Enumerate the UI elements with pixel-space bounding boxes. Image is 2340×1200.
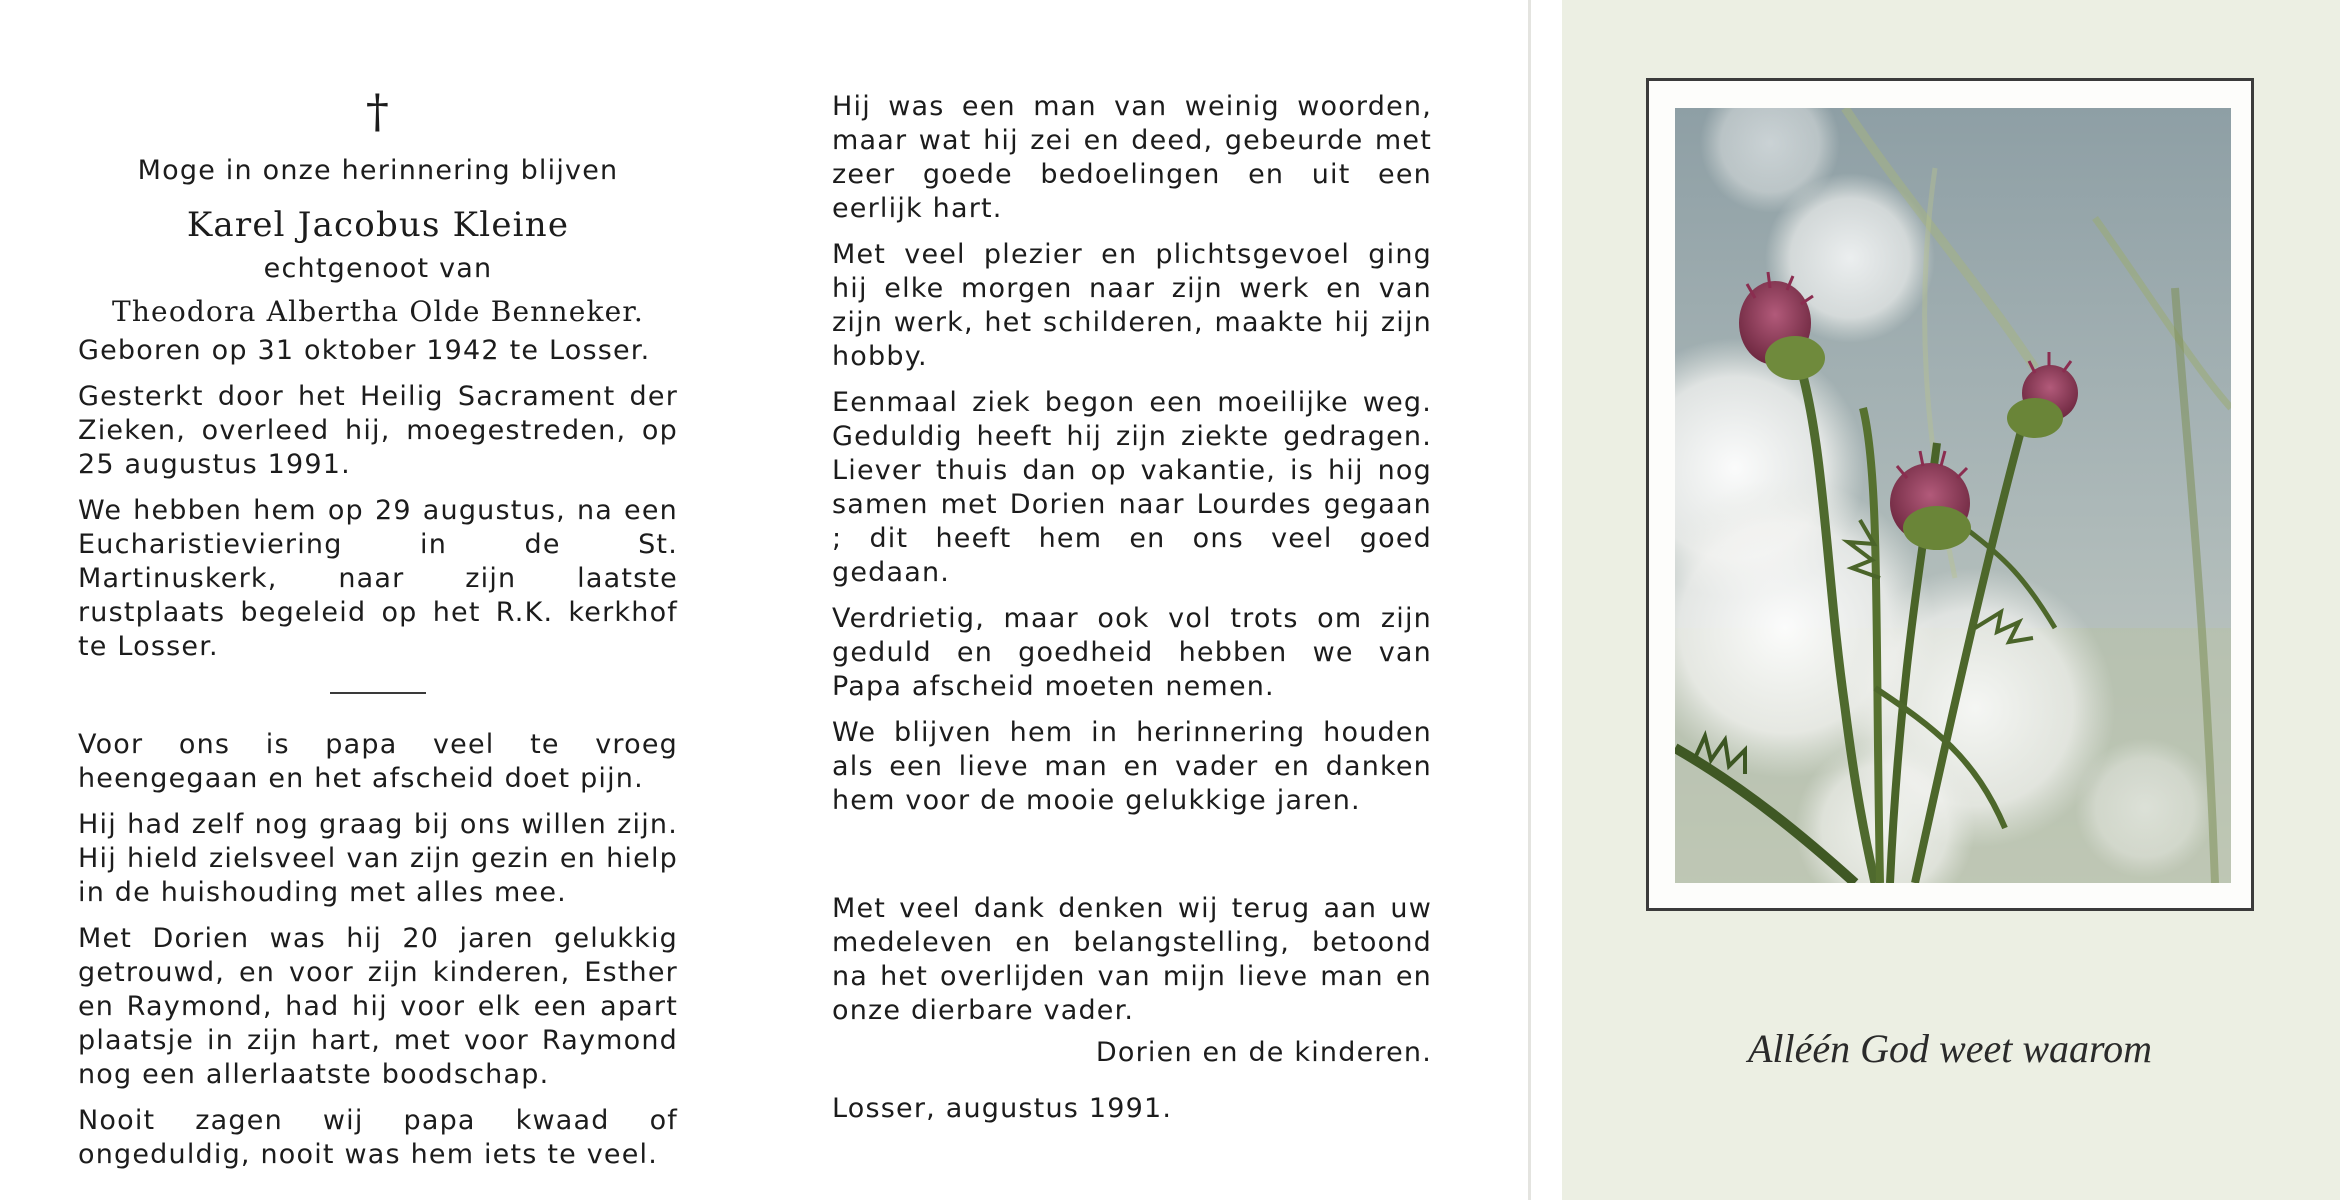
card-left-panel (0, 0, 760, 1200)
spouse-name: Theodora Albertha Olde Benneker. (111, 295, 645, 328)
birth-line: Geboren op 31 oktober 1942 te Losser. (78, 335, 651, 366)
separator-line (330, 692, 426, 694)
memory-paragraph-4: Nooit zagen wij papa kwaad of ongeduldig, nooit was hem iets te veel. (78, 1105, 678, 1170)
memory-paragraph-3: Met Dorien was hij 20 jaren gelukkig getrouwd, en voor zijn kinderen, Esther en Raymond, had hij voor elk een apart plaatsje in zijn hart, met voor Raymond nog een allerlaatste boodschap. (78, 923, 678, 1090)
signature-line: Dorien en de kinderen. (1095, 1037, 1432, 1068)
deceased-name: Karel Jacobus Kleine (186, 205, 570, 245)
tribute-paragraph-2: Met veel plezier en plichtsgevoel ging hij elke morgen naar zijn werk en van zijn werk, het schilderen, maakte hij zijn hobby. (832, 239, 1432, 372)
thanks-paragraph: Met veel dank denken wij terug aan uw medeleven en belangstelling, betoond na het overlijden van mijn lieve man en onze dierbare vader. (832, 893, 1432, 1026)
death-paragraph: Gesterkt door het Heilig Sacrament der Zieken, overleed hij, moegestreden, op 25 augustus 1991. (78, 381, 678, 480)
card-middle-panel (760, 0, 1530, 1200)
middle-text-column (832, 90, 1432, 830)
card-fold (1528, 0, 1531, 1200)
burial-paragraph: We hebben hem op 29 augustus, na een Eucharistieviering in de St. Martinuskerk, naar zijn laatste rustplaats begeleid op het R.K. kerkhof te Losser. (78, 495, 678, 662)
thistle-photo (1675, 108, 2231, 883)
tribute-paragraph-1: Hij was een man van weinig woorden, maar wat hij zei en deed, gebeurde met zeer goede bedoelingen en uit een eerlijk hart. (832, 91, 1432, 224)
thanks-block (832, 892, 1432, 1138)
memory-paragraph-1: Voor ons is papa veel te vroeg heengegaan en het afscheid doet pijn. (78, 729, 678, 794)
relation-line: echtgenoot van (263, 253, 493, 284)
tribute-paragraph-5: We blijven hem in herinnering houden als een lieve man en vader en danken hem voor de mooie gelukkige jaren. (832, 717, 1432, 816)
cover-motto: Alléén God weet waarom (1747, 1026, 2152, 1071)
tribute-paragraph-3: Eenmaal ziek begon een moeilijke weg. Geduldig heeft hij zijn ziekte gedragen. Liever thuis dan op vakantie, is hij nog samen met Dorien naar Lourdes gegaan ; dit heeft hem en ons veel goed gedaan. (832, 387, 1432, 588)
tribute-paragraph-4: Verdrietig, maar ook vol trots om zijn geduld en goedheid hebben we van Papa afscheid moeten nemen. (832, 603, 1432, 702)
left-text-column (78, 84, 678, 1184)
memory-paragraph-2: Hij had zelf nog graag bij ons willen zijn. Hij hield zielsveel van zijn gezin en hielp in de huishouding met alles mee. (78, 809, 678, 908)
intro-line: Moge in onze herinnering blijven (137, 155, 619, 186)
place-date-line: Losser, augustus 1991. (832, 1093, 1173, 1124)
cross-icon: † (365, 84, 391, 138)
